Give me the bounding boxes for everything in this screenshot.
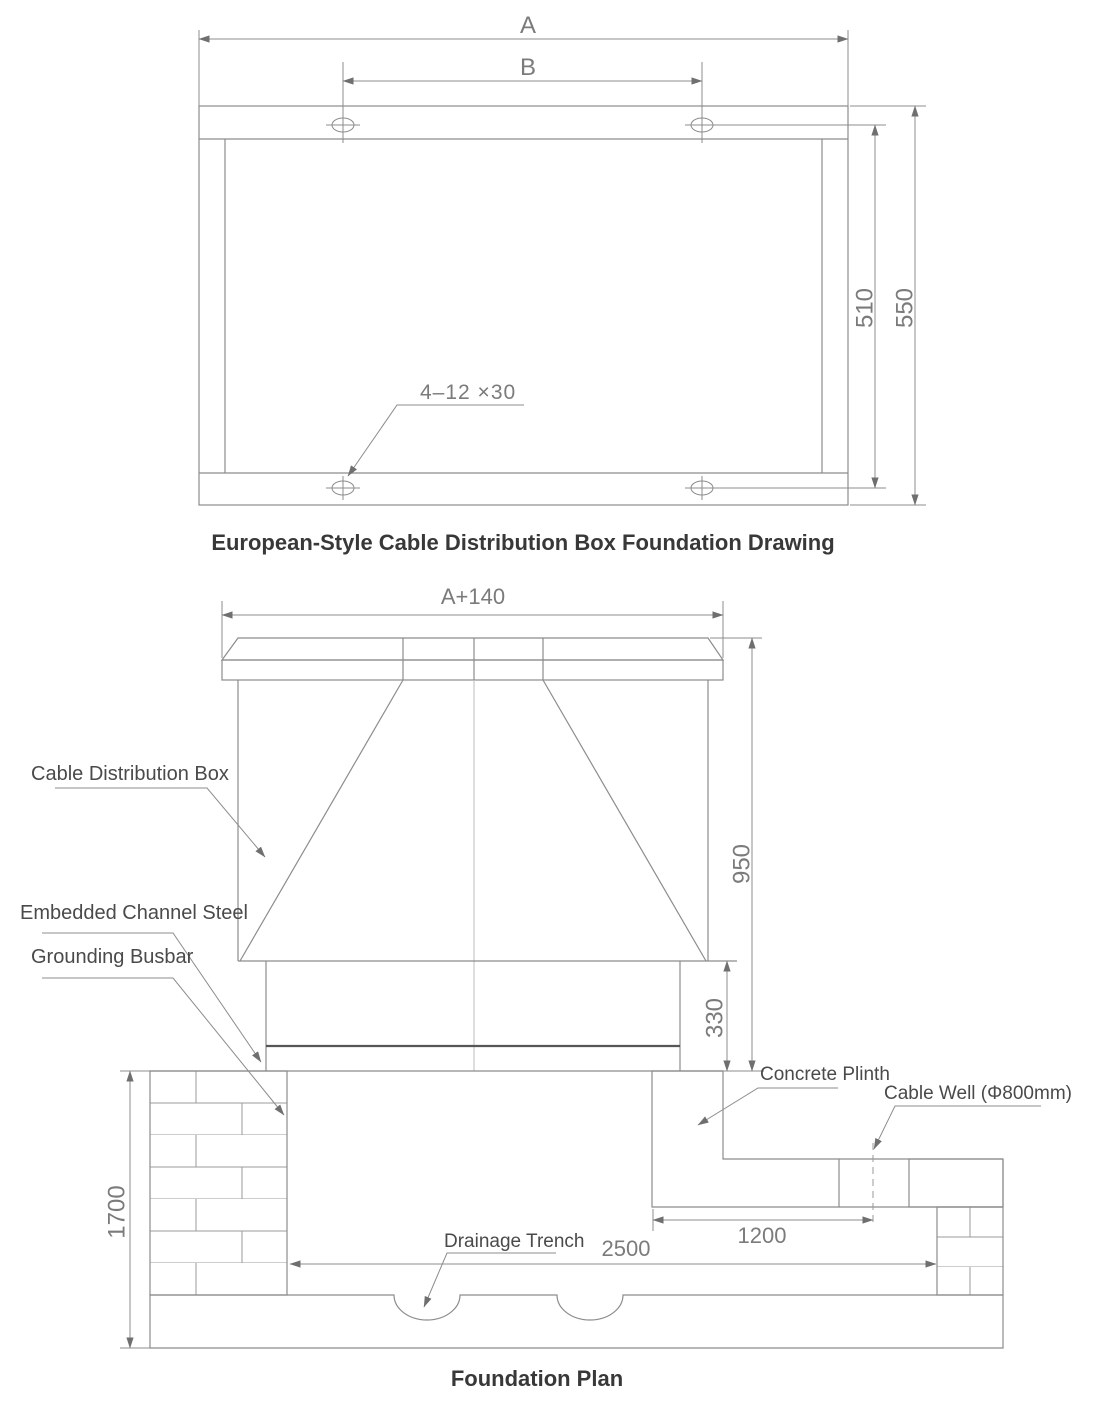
callout-cable-distribution-box <box>31 763 265 857</box>
dimension-1700 <box>103 1071 150 1348</box>
dimension-330 <box>701 961 728 1071</box>
embedded-channel-steel-label: Embedded Channel Steel <box>20 902 248 924</box>
drainage-trench-label: Drainage Trench <box>444 1231 585 1252</box>
foundation-frame-outline <box>199 106 848 505</box>
right-brick-pier <box>937 1207 1003 1295</box>
base-slab-outline <box>150 1295 1003 1348</box>
anchor-bolt-hole <box>685 476 719 500</box>
base-slab <box>150 1295 1003 1348</box>
cable-distribution-box-label: Cable Distribution Box <box>31 763 229 785</box>
concrete-plinth-label: Concrete Plinth <box>760 1064 890 1085</box>
dimension-2500-label: 2500 <box>601 1236 651 1261</box>
plan-view-title: European-Style Cable Distribution Box Foundation Drawing <box>211 530 835 555</box>
dimension-b <box>343 54 702 143</box>
dimension-a140-label: A+140 <box>440 584 506 609</box>
plan-view <box>199 12 926 555</box>
dimension-a-label: A <box>519 12 537 39</box>
dimension-b-label: B <box>519 54 537 81</box>
anchor-bolt-hole <box>326 476 360 500</box>
concrete-collar-right <box>909 1159 1003 1207</box>
callout-cable-well <box>874 1083 1072 1149</box>
bolt-hole-note <box>348 381 524 476</box>
dimension-1200 <box>653 1209 873 1248</box>
cabinet-plinth <box>266 961 680 1071</box>
left-brick-pier <box>150 1071 287 1295</box>
dimension-a140 <box>222 584 723 658</box>
grounding-busbar-label: Grounding Busbar <box>31 946 194 968</box>
dimension-330-label: 330 <box>701 997 729 1039</box>
dimension-1700-label: 1700 <box>103 1185 131 1239</box>
dimension-510-label: 510 <box>851 287 879 329</box>
dimension-2500 <box>290 1236 936 1264</box>
cable-well-label: Cable Well (Φ800mm) <box>884 1083 1072 1104</box>
dimension-950-label: 950 <box>728 843 756 885</box>
callout-embedded-channel-steel <box>20 902 261 1062</box>
cabinet-cap <box>222 638 723 680</box>
elevation-view <box>20 584 1072 1391</box>
funnel-left-edge <box>240 680 403 961</box>
anchor-bolt-holes <box>326 113 719 500</box>
bolt-hole-note-label: 4–12 ×30 <box>420 381 517 404</box>
cabinet-body <box>238 680 737 1071</box>
funnel-right-edge <box>543 680 706 961</box>
elevation-view-title: Foundation Plan <box>450 1366 624 1391</box>
callout-concrete-plinth <box>698 1064 890 1125</box>
dimension-510 <box>719 125 886 488</box>
dimension-550-label: 550 <box>891 287 919 329</box>
dimension-1200-label: 1200 <box>737 1223 787 1248</box>
